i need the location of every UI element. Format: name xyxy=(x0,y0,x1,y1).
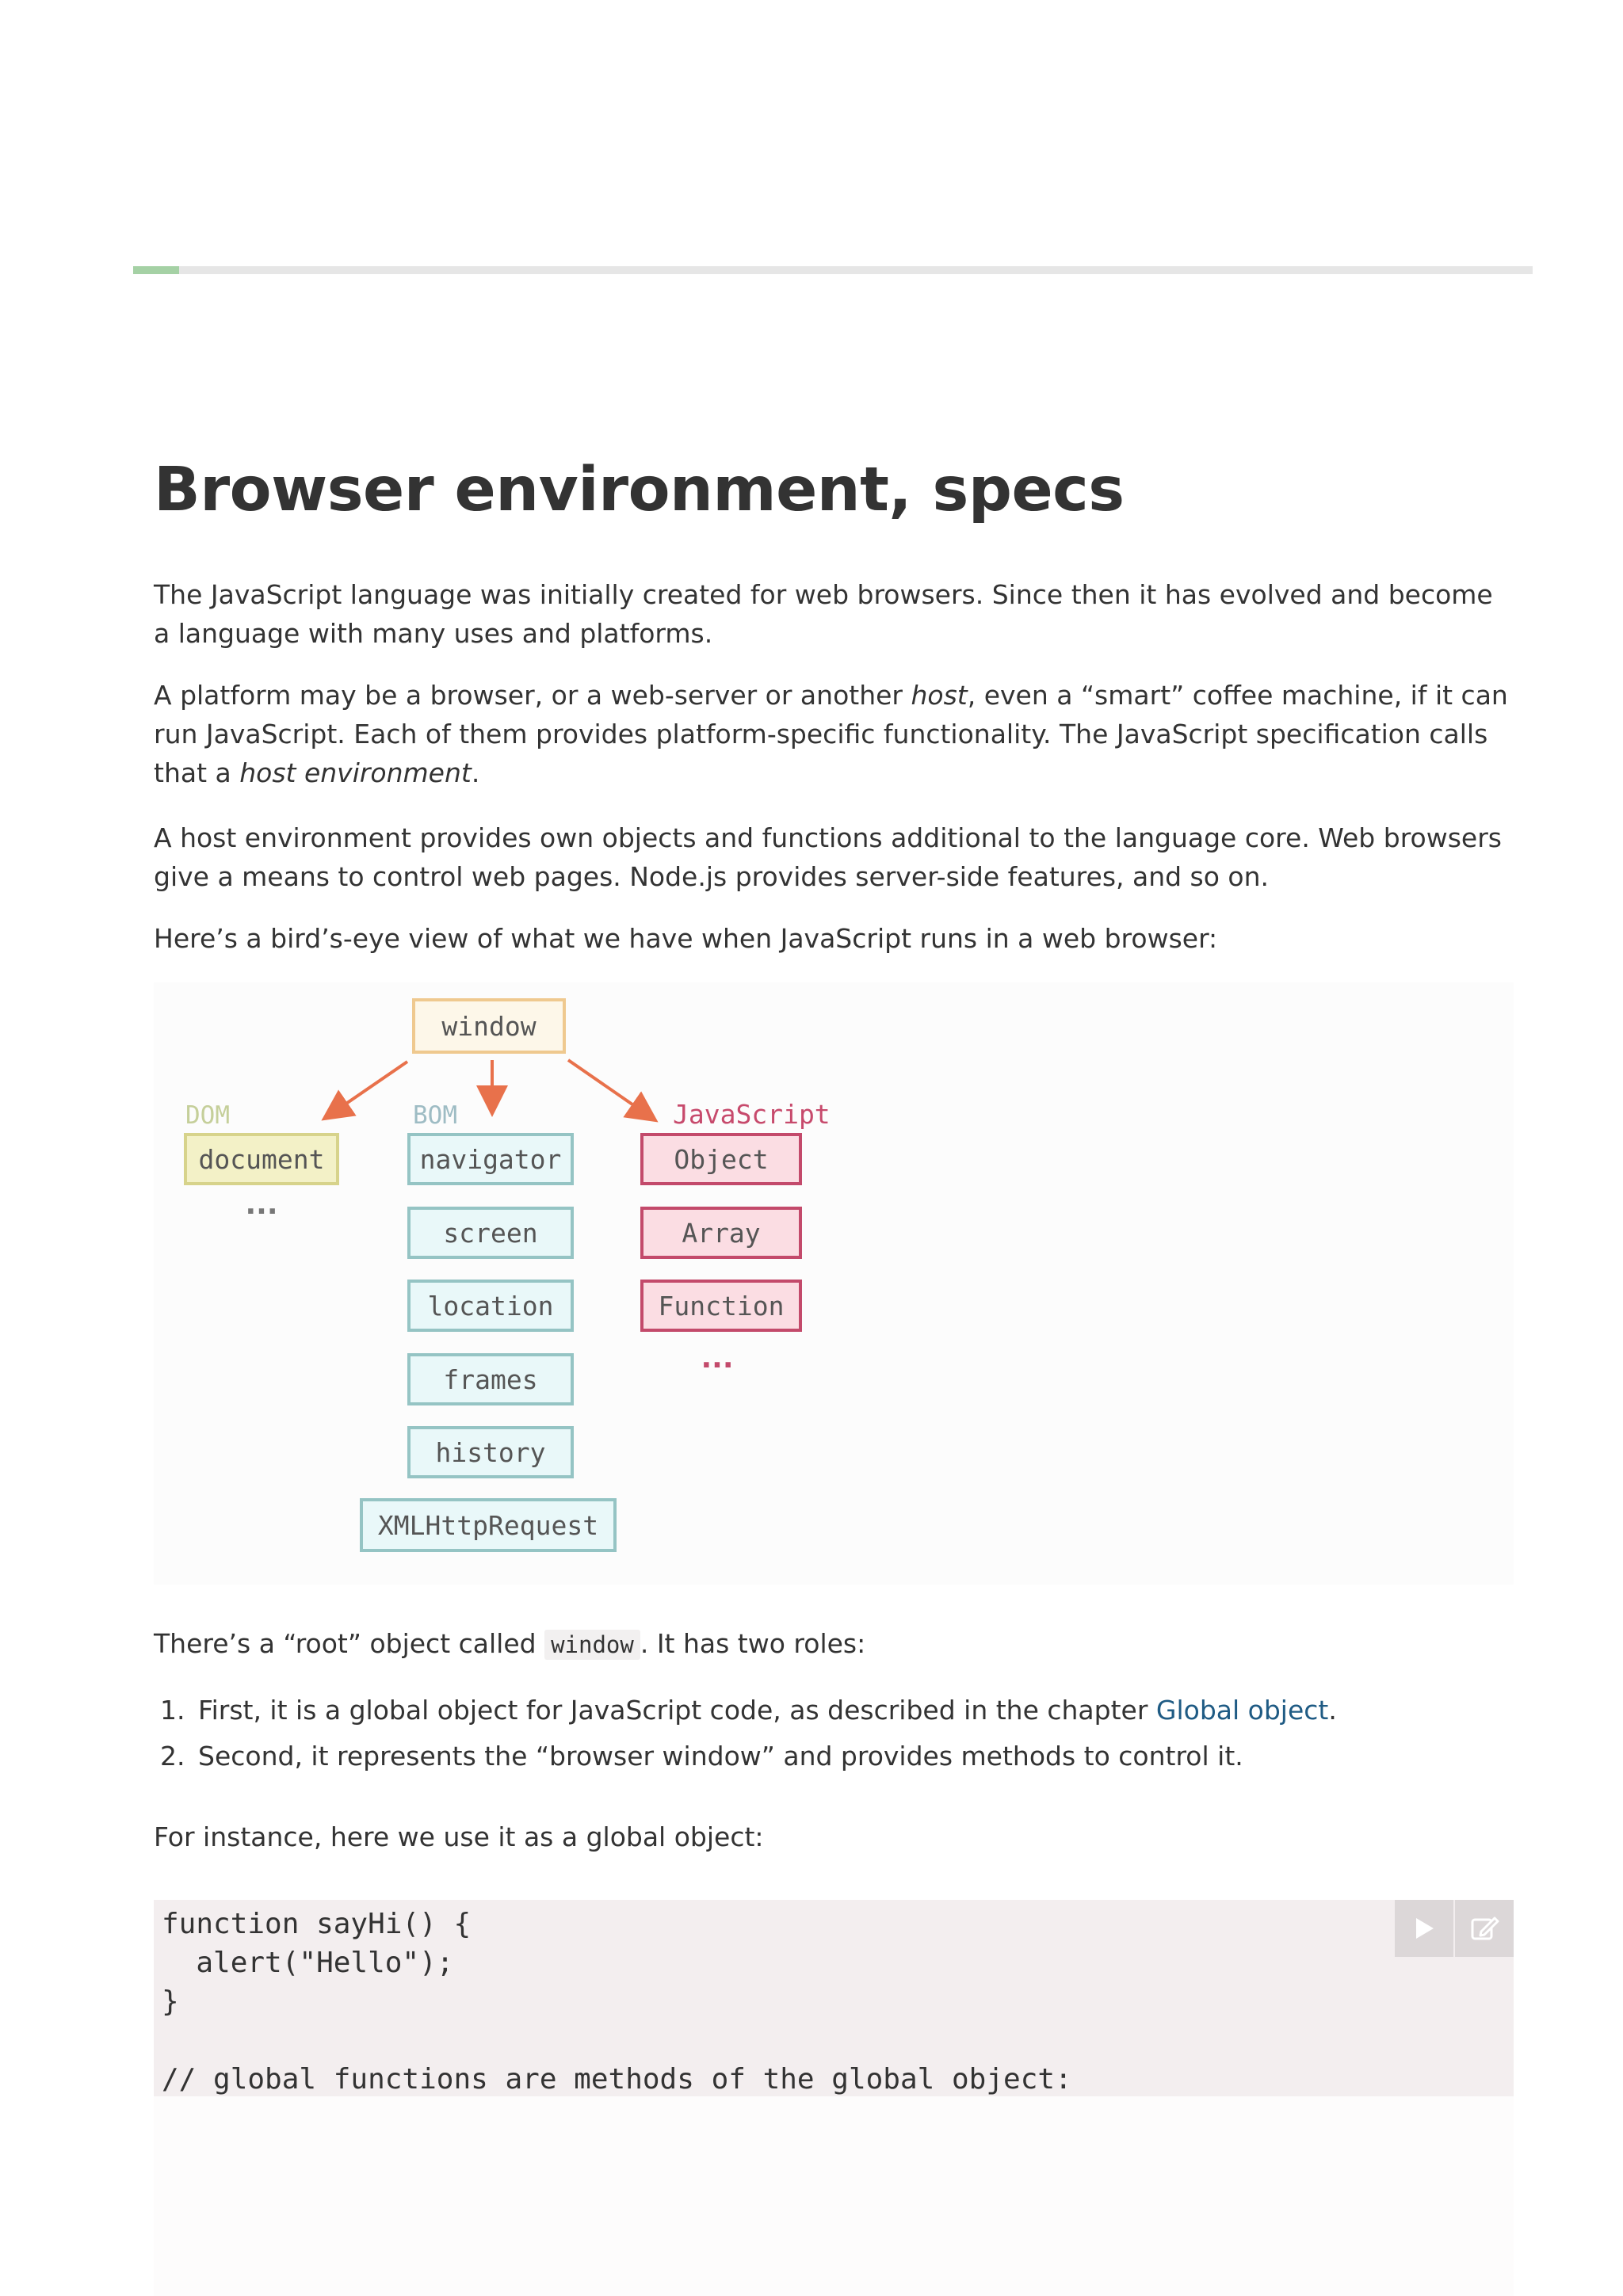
history-label: history xyxy=(435,1437,546,1468)
bom-group-label: BOM xyxy=(413,1101,457,1130)
root-object-text-1: There’s a “root” object called xyxy=(154,1628,545,1659)
platform-text-3: . xyxy=(471,757,480,788)
content-area-continuation xyxy=(154,2096,1514,2296)
code-line: alert("Hello"); xyxy=(162,1947,454,1979)
root-object-paragraph xyxy=(154,1624,1517,1665)
reading-progress-bar xyxy=(133,266,1533,274)
location-label: location xyxy=(427,1291,554,1322)
function-label: Function xyxy=(658,1291,785,1322)
play-icon xyxy=(1410,1914,1438,1943)
reading-progress-fill xyxy=(133,266,179,274)
js-group-label: JavaScript xyxy=(673,1099,831,1130)
window-label: window xyxy=(441,1011,537,1042)
overview-paragraph: Here’s a bird’s-eye view of what we have when JavaScript runs in a web browser: xyxy=(154,923,1218,954)
code-content[interactable] xyxy=(162,1905,1072,2099)
host-environment-paragraph: A host environment provides own objects and functions additional to the language core. Web browsers give a means to control web pages. Node.js provides server-side features, and so on. xyxy=(154,822,1502,892)
code-line: // global functions are methods of the global object: xyxy=(162,2063,1072,2096)
navigator-label: navigator xyxy=(419,1144,562,1175)
edit-code-button[interactable] xyxy=(1455,1900,1514,1957)
list-item xyxy=(193,1733,1541,1779)
screen-label: screen xyxy=(443,1218,538,1249)
array-label: Array xyxy=(682,1218,761,1249)
dom-more-ellipsis: ... xyxy=(245,1188,278,1221)
code-example xyxy=(154,1900,1514,2096)
root-object-text-2: . It has two roles: xyxy=(640,1628,866,1659)
role-1-text: First, it is a global object for JavaScript code, as described in the chapter xyxy=(198,1695,1156,1726)
intro-paragraph: The JavaScript language was initially created for web browsers. Since then it has evolved and become a language with many uses and platforms. xyxy=(154,579,1493,649)
example-intro-paragraph: For instance, here we use it as a global object: xyxy=(154,1821,764,1852)
article-header xyxy=(154,455,1514,525)
global-object-link[interactable]: Global object xyxy=(1155,1695,1329,1726)
role-1-suffix: . xyxy=(1328,1695,1337,1726)
code-line: function sayHi() { xyxy=(162,1908,472,1940)
host-term: host xyxy=(911,680,968,711)
roles-list xyxy=(154,1688,1541,1779)
dom-group-label: DOM xyxy=(185,1101,230,1130)
xmlhttprequest-label: XMLHttpRequest xyxy=(377,1510,599,1541)
page-title: Browser environment, specs xyxy=(154,455,1125,525)
object-label: Object xyxy=(674,1144,769,1175)
platform-text-1: A platform may be a browser, or a web-server or another xyxy=(154,680,911,711)
inline-code-window: window xyxy=(544,1630,640,1660)
browser-environment-diagram xyxy=(154,982,1514,1585)
document-label: document xyxy=(198,1144,325,1175)
edit-icon xyxy=(1468,1913,1500,1944)
platform-text-2: , even a “smart” coffee machine, if it can run JavaScript. Each of them provides platform-specific functionality. The JavaScript specification calls that a xyxy=(154,680,1508,788)
run-code-button[interactable] xyxy=(1395,1900,1453,1957)
arrow-window-to-js xyxy=(568,1060,653,1119)
list-item xyxy=(193,1688,1541,1733)
diagram-canvas xyxy=(154,982,1514,1585)
frames-label: frames xyxy=(443,1364,538,1395)
code-line: } xyxy=(162,1985,179,2018)
host-environment-term: host environment xyxy=(239,757,472,788)
arrow-window-to-dom xyxy=(327,1062,407,1117)
role-2-text: Second, it represents the “browser window” and provides methods to control it. xyxy=(198,1741,1243,1772)
js-more-ellipsis: ... xyxy=(701,1342,734,1375)
platform-paragraph xyxy=(154,676,1517,792)
